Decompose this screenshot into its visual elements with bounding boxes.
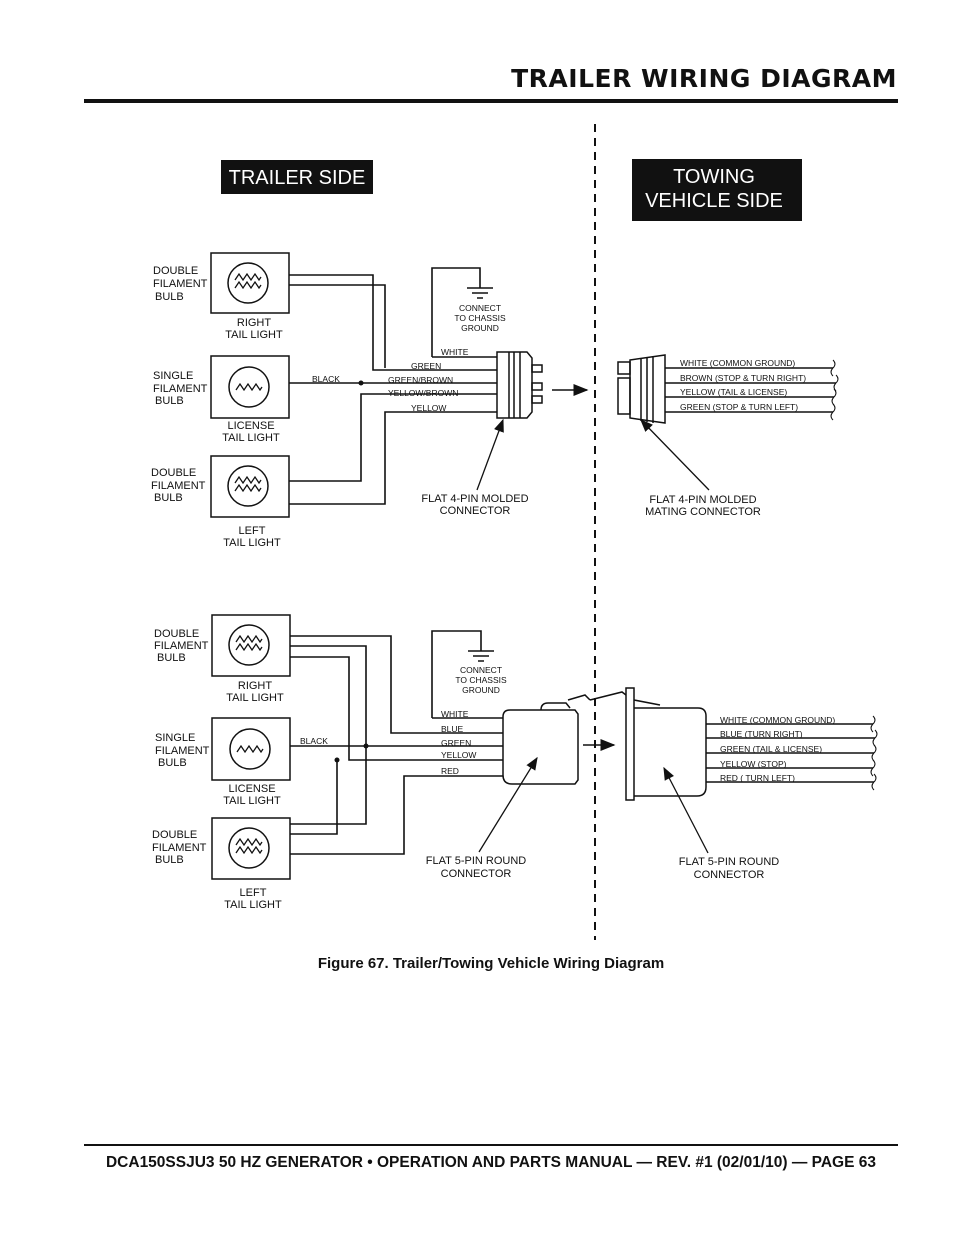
- bulb-label: SINGLE: [153, 370, 194, 382]
- bulb-label: BULB: [157, 652, 186, 664]
- ground-label: CONNECT: [458, 303, 502, 313]
- wire-label: GREEN: [441, 738, 472, 748]
- bulb-label: FILAMENT: [153, 278, 208, 290]
- light-name: LEFT: [239, 887, 267, 899]
- connector-label: CONNECTOR: [440, 868, 512, 880]
- towing-side-label-2: VEHICLE SIDE: [645, 190, 783, 212]
- ground-label: CONNECT: [459, 665, 503, 675]
- bulb-label: BULB: [155, 395, 184, 407]
- wire-label: GREEN/BROWN: [388, 375, 454, 385]
- single-filament-bulb-icon: [229, 367, 269, 407]
- bulb-label: DOUBLE: [152, 829, 198, 841]
- bulb-label: DOUBLE: [153, 265, 199, 277]
- vehicle-wire-label: YELLOW (STOP): [720, 759, 787, 769]
- mating-connector-label: FLAT 5-PIN ROUND: [678, 856, 780, 868]
- left-tail-light-box: [211, 456, 289, 517]
- vehicle-wire-label: YELLOW (TAIL & LICENSE): [680, 387, 788, 397]
- mating-connector-label: CONNECTOR: [693, 869, 765, 881]
- bulb-label: BULB: [154, 492, 183, 504]
- bulb-label: FILAMENT: [155, 745, 210, 757]
- bulb-label: BULB: [158, 757, 187, 769]
- chassis-ground-icon: [467, 288, 493, 298]
- vehicle-wire-label: GREEN (TAIL & LICENSE): [720, 744, 823, 754]
- light-name: TAIL LIGHT: [225, 329, 283, 341]
- wire-label: YELLOW/BROWN: [388, 388, 459, 398]
- ground-label: GROUND: [462, 685, 500, 695]
- flat-5-pin-round-connector: [503, 695, 590, 784]
- connector-label: FLAT 4-PIN MOLDED: [421, 493, 529, 505]
- left-tail-light-box: [212, 818, 290, 879]
- black-wire-label: BLACK: [312, 374, 340, 384]
- mating-connector-label: MATING CONNECTOR: [645, 506, 761, 518]
- double-filament-bulb-icon: [228, 466, 268, 506]
- right-tail-light-box: [212, 615, 290, 676]
- bulb-label: SINGLE: [155, 732, 196, 744]
- bulb-label: FILAMENT: [154, 640, 209, 652]
- bulb-label: FILAMENT: [151, 480, 206, 492]
- bulb-label: BULB: [155, 854, 184, 866]
- light-name: TAIL LIGHT: [226, 692, 284, 704]
- ground-label: GROUND: [461, 323, 499, 333]
- vehicle-wire-label: RED ( TURN LEFT): [720, 773, 795, 783]
- right-tail-light-box: [211, 253, 289, 313]
- light-name: RIGHT: [237, 680, 273, 692]
- bottom-rule: [84, 1144, 898, 1146]
- vehicle-wire-label: BROWN (STOP & TURN RIGHT): [680, 373, 807, 383]
- light-name: TAIL LIGHT: [223, 537, 281, 549]
- vehicle-wire-label: WHITE (COMMON GROUND): [720, 715, 836, 725]
- wire-label: WHITE: [441, 347, 469, 357]
- wire-label: BLUE: [441, 724, 464, 734]
- wire-label: GREEN: [411, 361, 442, 371]
- page-footer: DCA150SSJU3 50 HZ GENERATOR • OPERATION AND PARTS MANUAL — REV. #1 (02/01/10) — PAGE 63: [105, 1154, 876, 1171]
- ground-label: TO CHASSIS: [455, 675, 507, 685]
- ground-label: TO CHASSIS: [454, 313, 506, 323]
- wire-label: WHITE: [441, 709, 469, 719]
- chassis-ground-icon: [468, 651, 494, 661]
- bulb-label: FILAMENT: [153, 383, 208, 395]
- bulb-label: FILAMENT: [152, 842, 207, 854]
- vehicle-wire-label: BLUE (TURN RIGHT): [720, 729, 803, 739]
- connector-label: FLAT 5-PIN ROUND: [425, 855, 527, 867]
- flat-5-pin-round-mating-connector: [590, 688, 706, 800]
- black-wire-label: BLACK: [300, 736, 328, 746]
- flat-4-pin-mating-connector: [618, 355, 665, 423]
- bulb-label: BULB: [155, 291, 184, 303]
- bottom-diagram: [152, 615, 877, 911]
- vehicle-wire-label: GREEN (STOP & TURN LEFT): [680, 402, 799, 412]
- towing-side-label-1: TOWING: [673, 166, 755, 188]
- double-filament-bulb-icon: [229, 625, 269, 665]
- light-name: TAIL LIGHT: [224, 899, 282, 911]
- vehicle-wire-label: WHITE (COMMON GROUND): [680, 358, 796, 368]
- bulb-label: DOUBLE: [151, 467, 197, 479]
- wire-label: RED: [441, 766, 459, 776]
- bulb-label: DOUBLE: [154, 628, 200, 640]
- light-name: TAIL LIGHT: [223, 795, 281, 807]
- top-diagram: [151, 253, 838, 549]
- wire-label: YELLOW: [411, 403, 447, 413]
- mating-connector-label: FLAT 4-PIN MOLDED: [649, 494, 757, 506]
- double-filament-bulb-icon: [229, 828, 269, 868]
- light-name: RIGHT: [236, 317, 272, 329]
- light-name: LICENSE: [228, 783, 276, 795]
- double-filament-bulb-icon: [228, 263, 268, 303]
- page-title: TRAILER WIRING DIAGRAM: [511, 64, 897, 93]
- light-name: LICENSE: [227, 420, 275, 432]
- light-name: TAIL LIGHT: [222, 432, 280, 444]
- figure-caption: Figure 67. Trailer/Towing Vehicle Wiring Diagram: [317, 955, 665, 972]
- light-name: LEFT: [238, 525, 266, 537]
- connector-label: CONNECTOR: [439, 505, 511, 517]
- single-filament-bulb-icon: [230, 729, 270, 769]
- trailer-side-label: TRAILER SIDE: [228, 167, 366, 189]
- wire-label: YELLOW: [441, 750, 477, 760]
- flat-4-pin-connector: [497, 352, 542, 418]
